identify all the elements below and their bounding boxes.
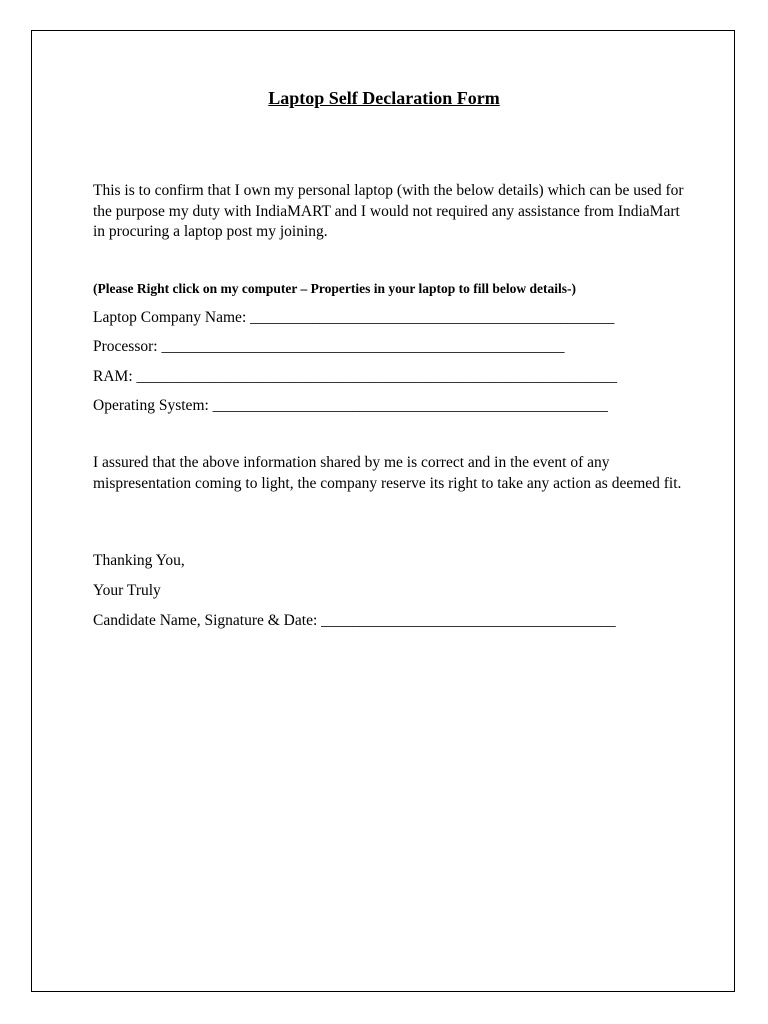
assurance-paragraph: I assured that the above information shared by me is correct and in the event of any mispresentation coming to light, the company reserve its right to take any action as deemed fit. — [93, 454, 682, 492]
field-processor: Processor: ____________________________________________________ — [93, 338, 565, 355]
field-operating-system: Operating System: ___________________________________________________ — [93, 397, 608, 414]
signature-line: Candidate Name, Signature & Date: ______________________________________ — [93, 612, 616, 629]
intro-paragraph: This is to confirm that I own my personal laptop (with the below details) which can be used for the purpose my duty with IndiaMART and I would not required any assistance from IndiaMart in procuring a laptop post my joining. — [93, 182, 684, 240]
field-ram: RAM: ______________________________________________________________ — [93, 368, 617, 385]
document-page — [31, 30, 735, 992]
sign-off-text: Your Truly — [93, 582, 161, 599]
field-laptop-company-name: Laptop Company Name: _______________________________________________ — [93, 309, 615, 326]
closing-text: Thanking You, — [93, 552, 185, 569]
page-title: Laptop Self Declaration Form — [268, 88, 500, 108]
instruction-text: (Please Right click on my computer – Properties in your laptop to fill below details-) — [93, 281, 576, 296]
